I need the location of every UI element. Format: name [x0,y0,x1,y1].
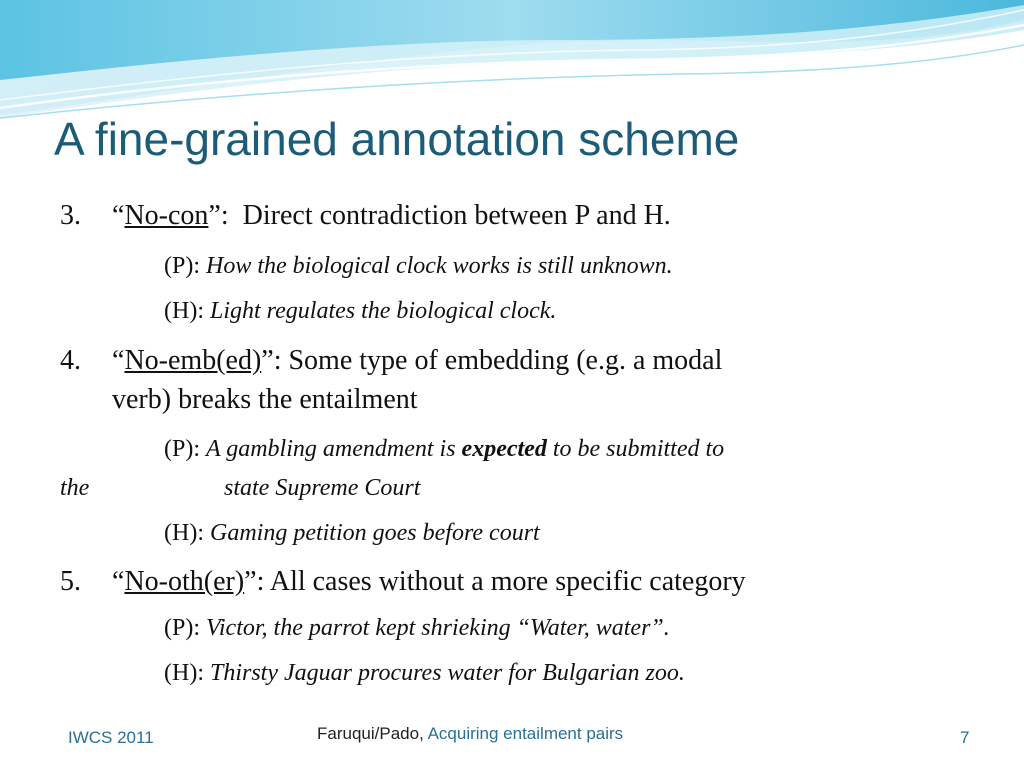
list-item [60,200,81,232]
premise-continuation-lead: the [60,475,90,501]
quote-close: ”: [244,566,265,597]
hypothesis-tag: (H): [164,520,210,546]
footer-authors: Faruqui/Pado, [317,724,428,743]
premise-tag: (P): [164,436,206,462]
premise-text-part1: A gambling amendment is [206,436,462,462]
premise-continuation: state Supreme Court [224,475,421,501]
item-heading [112,200,671,232]
premise-example [164,253,673,280]
quote-open: “ [112,566,125,597]
footer-citation [317,724,623,744]
item-description: Some type of embedding (e.g. a modal [281,345,723,376]
hypothesis-text: Gaming petition goes before court [209,520,540,546]
item-description: All cases without a more specific category [264,566,746,597]
list-item [60,345,81,377]
footer-paper-title: Acquiring entailment pairs [427,724,624,743]
quote-open: “ [112,345,125,376]
quote-close: ”: [261,345,282,376]
category-label: No-con [124,200,209,231]
premise-example [164,436,724,463]
hypothesis-tag: (H): [164,660,210,686]
item-number: 5. [60,566,81,597]
hypothesis-tag: (H): [164,298,210,324]
premise-tag: (P): [164,253,206,279]
item-description-continued: verb) breaks the entailment [112,384,418,415]
premise-text: How the biological clock works is still unknown. [206,253,673,279]
category-label: No-emb(ed) [124,345,262,376]
item-description: Direct contradiction between P and H. [228,200,671,231]
footer-conference: IWCS 2011 [68,728,154,747]
premise-text-part2: to be submitted to [546,436,725,462]
slide-title: A fine-grained annotation scheme [54,113,740,165]
hypothesis-example [164,660,685,687]
premise-emphasis: expected [461,436,547,462]
hypothesis-example [164,520,540,547]
premise-text: Victor, the parrot kept shrieking “Water, water”. [206,615,670,641]
category-label: No-oth(er) [124,566,245,597]
quote-open: “ [112,200,125,231]
item-number: 3. [60,200,81,231]
list-item [60,566,81,598]
premise-tag: (P): [164,615,206,641]
premise-example [164,615,670,642]
item-heading [112,566,746,598]
page-number: 7 [960,728,970,747]
item-number: 4. [60,345,81,376]
hypothesis-text: Light regulates the biological clock. [209,298,557,324]
hypothesis-example [164,298,556,325]
quote-close: ”: [208,200,229,231]
item-heading [112,345,722,377]
hypothesis-text: Thirsty Jaguar procures water for Bulgarian zoo. [209,660,685,686]
